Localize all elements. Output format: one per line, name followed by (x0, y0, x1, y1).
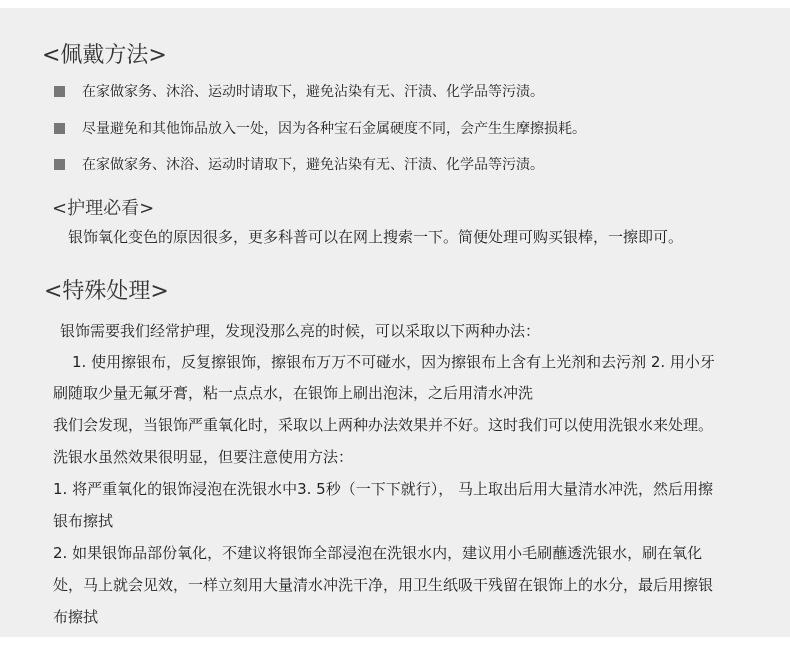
care-text: 银饰氧化变色的原因很多，更多科普可以在网上搜索一下。简便处理可购买银棒，一擦即可。 (68, 228, 684, 246)
list-item-text: 在家做家务、沐浴、运动时请取下，避免沾染有无、汗渍、化学品等污渍。 (82, 84, 544, 100)
care-heading: <护理必看> (52, 198, 155, 219)
square-bullet-icon (54, 123, 65, 134)
square-bullet-icon (54, 86, 65, 97)
list-item (54, 154, 544, 174)
list-item (54, 118, 586, 138)
wear-method-heading: <佩戴方法> (42, 43, 167, 68)
list-item (54, 81, 544, 101)
paragraph-line: 洗银水虽然效果很明显，但要注意使用方法： (53, 448, 354, 466)
paragraph-line: 刷随取少量无氟牙膏，粘一点点水，在银饰上刷出泡沫，之后用清水冲洗 (53, 384, 534, 402)
paragraph-line: 2. 如果银饰品部份氧化，不建议将银饰全部浸泡在洗银水内，建议用小毛刷蘸透洗银水，刷在氧化 (53, 544, 703, 562)
list-item-text: 尽量避免和其他饰品放入一处，因为各种宝石金属硬度不同，会产生生摩擦损耗。 (82, 121, 586, 137)
paragraph-line: 1. 使用擦银布，反复擦银饰，擦银布万万不可碰水，因为擦银布上含有上光剂和去污剂 2. 用小牙 (72, 353, 715, 371)
content-panel (0, 8, 790, 637)
paragraph-line: 布擦拭 (53, 608, 99, 626)
paragraph-line: 我们会发现，当银饰严重氧化时，采取以上两种办法效果并不好。这时我们可以使用洗银水来处理。 (53, 416, 714, 434)
paragraph-line: 处，马上就会见效，一样立刻用大量清水冲洗干净，用卫生纸吸干残留在银饰上的水分，最后用擦银 (53, 576, 714, 594)
paragraph-line: 银饰需要我们经常护理，发现没那么亮的时候，可以采取以下两种办法： (60, 322, 541, 340)
paragraph-line: 银布擦拭 (53, 512, 114, 530)
square-bullet-icon (54, 159, 65, 170)
special-treatment-heading: <特殊处理> (44, 279, 169, 304)
list-item-text: 在家做家务、沐浴、运动时请取下，避免沾染有无、汗渍、化学品等污渍。 (82, 157, 544, 173)
paragraph-line: 1. 将严重氧化的银饰浸泡在洗银水中3. 5秒（一下下就行）， 马上取出后用大量清水冲洗，然后用擦 (53, 480, 713, 498)
